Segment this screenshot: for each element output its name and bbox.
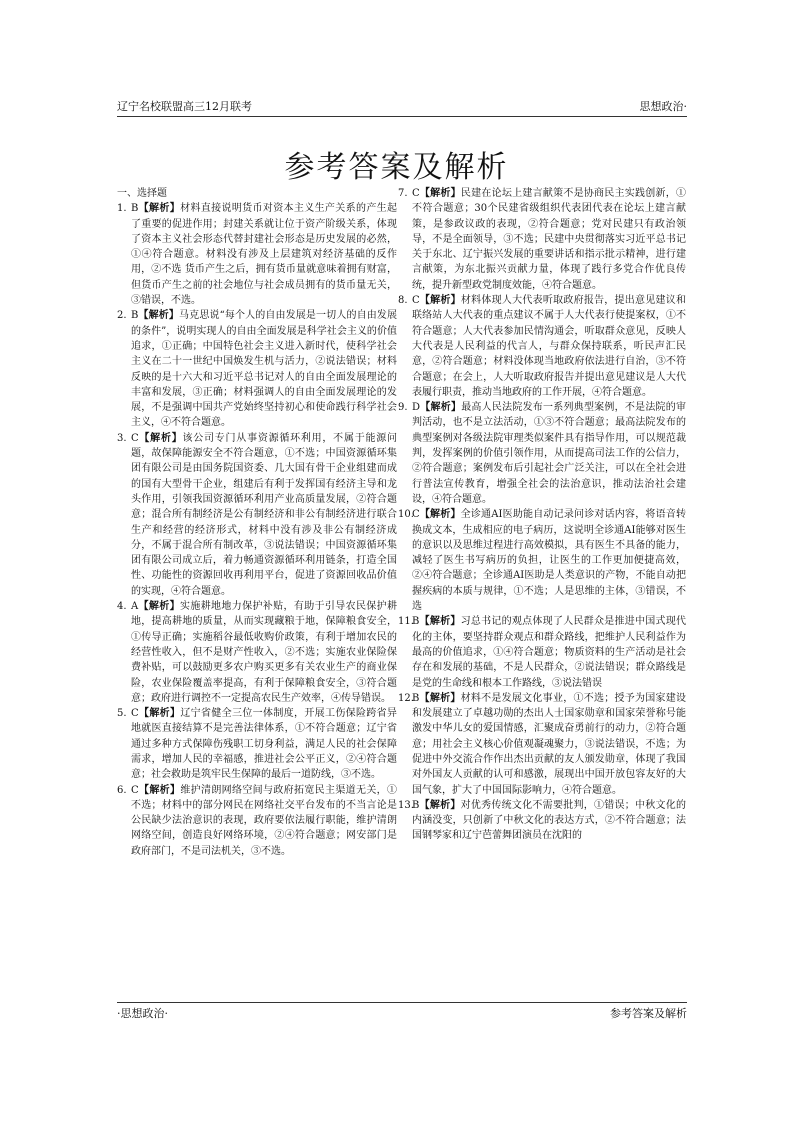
answer-choice: C (412, 295, 420, 307)
analysis-text: 材料直接说明货币对资本主义生产关系的产生起了重要的促进作用；封建关系就让位于资产阶级关系，体现了资本主义社会形态代替封建社会形态是历史发展的必然，①④符合题意。材料没有涉及上层建筑对经济基础的反作用，②不选 货币产生之后，拥有货币量就意味着拥有财富，但货币产生之前的社会地位与社会成员拥有的货币量无关，③错误，不选。 (131, 203, 398, 307)
answer-choice: C (131, 784, 139, 796)
analysis-tag: 【解析】 (419, 616, 461, 628)
analysis-tag: 【解析】 (419, 509, 461, 521)
analysis-text: 实施耕地地力保护补贴，有助于引导农民保护耕地，提高耕地的质量，从而实现藏粮于地，保障粮食安全，①传导正确；实施稻谷最低收购价政策，有利于增加农民的经营性收入，但不是财产性收入，②不选；实施农业保险保费补贴，可以鼓励更多农户购买更多有关农业生产的商业保险，农业保险覆盖率提高，有利于保障粮食安全，③符合题意；政府进行调控不一定提高农民生产效率，④传导错误。 (131, 601, 398, 704)
analysis-tag: 【解析】 (138, 708, 181, 720)
right-answer-list (398, 186, 686, 844)
answer-number: 4. (117, 601, 127, 613)
answer-item (398, 691, 686, 798)
answer-number: 7. (398, 188, 408, 199)
analysis-text: 全诊通AI医助能自动记录问诊对话内容，将语音转换成文本，生成相应的电子病历，这说明全诊通AI能够对医生的意识以及思维过程进行高效模拟，具有医生不具备的能力，减轻了医生书写病历的负担，让医生的工作更加便捷高效，②④符合题意；全诊通AI医助是人类意识的产物，不能自动把握疾病的本质与规律，①不选；人是思维的主体，③错误，不选 (412, 509, 687, 613)
analysis-text: 材料体现人大代表听取政府报告，提出意见建议和联络站人大代表的重点建议不属于人大代表行使提案权，①不符合题意；人大代表参加民情沟通会，听取群众意见，反映人大代表是人民利益的代言人，与群众保持联系，听民声汇民意，②符合题意；材料没体现当地政府依法进行自治，③不符合题意；在会上，人大听取政府报告并提出意见建议是人大代表履行职责，推动当地政府的工作开展，④符合题意。 (412, 295, 687, 398)
header-subject: 思想政治· (639, 100, 687, 113)
answer-number: 6. (117, 784, 127, 796)
analysis-text: 马克思说“每个人的自由发展是一切人的自由发展的条件”，说明实现人的自由全面发展是科学社会主义的价值追求，①正确；中国特色社会主义进入新时代，使科学社会主义在二十一世纪中国焕发生机与活力，②说法错误；材料反映的是十六大和习近平总书记对人的自由全面发展理论的丰富和发展，③正确；材料强调人的自由全面发展理论的发展，不是强调中国共产党始终坚持初心和使命践行科学社会主义，④不符合题意。 (131, 310, 397, 429)
answer-item (117, 308, 397, 430)
answer-choice: C (131, 708, 139, 720)
analysis-text: 辽宁省健全三位一体制度，开展工伤保险跨省异地就医直接结算不是完善法律体系，①不符合题意；辽宁省通过多种方式保障伤残职工切身利益，满足人民的社会保障需求，增加人民的幸福感，推进社会公平正义，②④符合题意；社会救助是筑牢民生保障的最后一道防线，③不选。 (131, 708, 398, 781)
answer-item (398, 400, 686, 507)
section-heading: 一、选择题 (117, 188, 167, 199)
analysis-tag: 【解析】 (419, 295, 461, 307)
answer-choice: D (412, 402, 421, 414)
page-footer (117, 1002, 687, 1021)
answer-number: 12. (398, 692, 414, 704)
answer-number: 3. (117, 432, 127, 444)
answer-number: 10. (398, 509, 414, 521)
footer-subject: ·思想政治· (117, 1007, 168, 1020)
analysis-tag: 【解析】 (138, 432, 183, 444)
answer-number: 2. (117, 310, 127, 322)
answer-item (117, 783, 397, 859)
analysis-text: 民建在论坛上建言献策不是协商民主实践创新，①不符合题意；30个民建省级组织代表团代表在论坛上建言献策，是参政议政的表现，②符合题意；党对民建只有政治领导，不是全面领导，③不选；民建中央贯彻落实习近平总书记关于东北、辽宁振兴发展的重要讲话和指示批示精神，进行建言献策，为东北振兴贡献力量，体现了践行多党合作优良传统，提升新型政党制度效能，④符合题意。 (412, 188, 687, 291)
analysis-tag: 【解析】 (138, 310, 180, 322)
answer-item (398, 186, 686, 293)
analysis-tag: 【解析】 (138, 601, 180, 613)
footer-doc-name: 参考答案及解析 (610, 1007, 687, 1020)
analysis-tag: 【解析】 (138, 203, 181, 215)
answer-number: 11. (398, 616, 414, 628)
analysis-tag: 【解析】 (138, 784, 181, 796)
answer-number: 5. (117, 708, 127, 720)
answer-choice: B (131, 310, 139, 322)
answer-choice: C (412, 509, 420, 521)
analysis-text: 维护清朗网络空间与政府拓宽民主渠道无关，①不选；材料中的部分网民在网络社交平台发布的不当言论是公民缺少法治意识的表现，政府要依法履行职能，维护清朗网络空间，创造良好网络环境，②④符合题意；网安部门是政府部门，不是司法机关，③不选。 (131, 784, 398, 857)
answer-choice: B (412, 616, 420, 628)
answer-choice: C (412, 188, 420, 199)
analysis-tag: 【解析】 (419, 188, 461, 199)
answer-choice: B (131, 203, 139, 215)
answer-item (398, 614, 686, 690)
answer-choice: A (131, 601, 139, 613)
page-header (117, 96, 687, 117)
answer-item (398, 293, 686, 400)
answer-item (398, 507, 686, 614)
analysis-text: 对优秀传统文化不需要批判，①错误；中秋文化的内涵没变，只创新了中秋文化的表达方式，②不符合题意；法国钢琴家和辽宁芭蕾舞团演员在沈阳的 (412, 799, 687, 842)
left-column (117, 186, 397, 859)
analysis-tag: 【解析】 (420, 402, 462, 414)
answer-item (398, 798, 686, 844)
answer-item (117, 599, 397, 706)
answer-choice: B (412, 692, 420, 704)
page-title: 参考答案及解析 (284, 150, 509, 185)
answer-item (117, 201, 397, 308)
analysis-text: 该公司专门从事资源循环利用，不属于能源问题，故保障能源安全不符合题意，①不选；中国资源循环集团有限公司是由国务院国资委、几大国有骨干企业组建而成的国有大型骨干企业，组建后有利于发挥国有经济主导和龙头作用，引领我国资源循环利用产业高质量发展，②符合题意；混合所有制经济是公有制经济和非公有制经济进行联合生产和经营的经济形式，材料中没有涉及非公有制经济成分，不属于混合所有制改革，③说法错误；中国资源循环集团有限公司成立后，着力畅通资源循环利用链条，打造全国性、功能性的资源回收再利用平台，促进了资源回收品价值的实现，④符合题意。 (131, 432, 398, 597)
header-exam-name: 辽宁名校联盟高三12月联考 (117, 100, 252, 113)
answer-number: 9. (398, 402, 408, 414)
answer-choice: B (412, 799, 420, 811)
analysis-text: 材料不是发展文化事业，①不选；授予为国家建设和发展建立了卓越功勋的杰出人士国家勋章和国家荣誉称号能激发中华儿女的爱国情感，汇聚成奋勇前行的动力，②符合题意；用社会主义核心价值观凝魂聚力，③说法错误，不选；为促进中外交流合作作出杰出贡献的友人颁发勋章，体现了我国对外国友人贡献的认可和感激，展现出中国开放包容友好的大国气象，扩大了中国国际影响力，④符合题意。 (412, 692, 687, 796)
right-column (398, 186, 686, 844)
answer-number: 13. (398, 799, 414, 811)
answer-number: 1. (117, 203, 127, 215)
analysis-text: 习总书记的观点体现了人民群众是推进中国式现代化的主体，要坚持群众观点和群众路线，把维护人民利益作为最高的价值追求，①④符合题意；物质资料的生产活动是社会存在和发展的基础，不是人民群众，②说法错误；群众路线是是党的生命线和根本工作路线，③说法错误 (412, 616, 687, 689)
answer-item (117, 706, 397, 782)
answer-choice: C (131, 432, 139, 444)
left-answer-list (117, 201, 397, 859)
analysis-text: 最高人民法院发布一系列典型案例，不是法院的审判活动，也不是立法活动，①③不符合题意；最高法院发布的典型案例对各级法院审理类似案件具有指导作用，可以规范裁判，发挥案例的价值引领作用，从而提高司法工作的公信力，②符合题意；案例发布后引起社会广泛关注，可以在全社会进行普法宣传教育，增强全社会的法治意识，推动法治社会建设，④符合题意。 (412, 402, 687, 505)
answer-number: 8. (398, 295, 408, 307)
answer-item (117, 431, 397, 599)
analysis-tag: 【解析】 (419, 799, 461, 811)
analysis-tag: 【解析】 (419, 692, 461, 704)
